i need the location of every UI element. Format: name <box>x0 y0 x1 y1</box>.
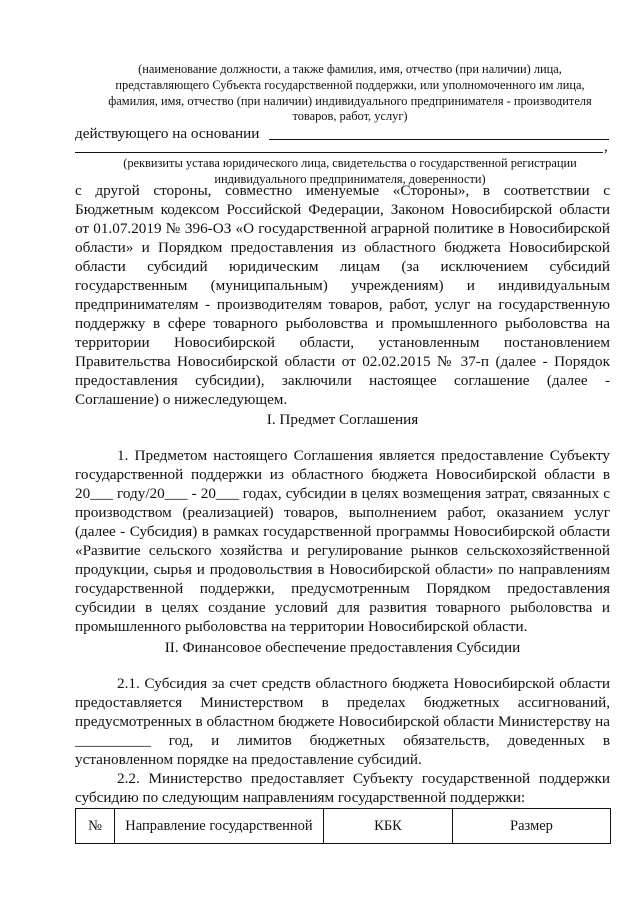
text-line: области субсидий юридическим лицам (за исключением субсидий <box>75 258 610 275</box>
note-line: фамилия, имя, отчество (при наличии) индивидуального предпринимателя - производителя <box>108 93 592 108</box>
text-line: 20___ году/20___ - 20___ годах, субсидии в целях возмещения затрат, связанных с <box>75 485 610 502</box>
text-line: установленном порядке на предоставление субсидий. <box>75 751 422 768</box>
table-header-row <box>76 809 611 844</box>
subsidy-table <box>75 808 611 844</box>
note-line: товаров, работ, услуг) <box>292 109 408 124</box>
text-line: предоставляется Министерством в пределах бюджетных ассигнований, <box>75 694 610 711</box>
line-end-comma: , <box>604 138 608 155</box>
text-line: промышленного рыболовства на территории Новосибирской области. <box>75 618 528 635</box>
note-line: представляющего Субъекта государственной поддержки, или уполномоченного им лица, <box>115 77 585 92</box>
text-line: предусмотренных в областном бюджете Новосибирской области Министерству на <box>75 713 610 730</box>
text-line: продукции, сырья и продовольствия в Новосибирской области» по направлениям <box>75 561 610 578</box>
text-line: 2.1. Субсидия за счет средств областного бюджета Новосибирской области <box>117 675 610 692</box>
col-direction-header: Направление государственной <box>115 809 324 844</box>
text-line: области» и Порядком предоставления из областного бюджета Новосибирской <box>75 239 610 256</box>
section-2-title: II. Финансовое обеспечение предоставления Субсидии <box>164 639 521 656</box>
text-line: от 01.07.2019 № 396-ОЗ «О государственной аграрной политике в Новосибирской <box>75 220 610 237</box>
text-line: 2.2. Министерство предоставляет Субъекту государственной поддержки <box>117 770 610 787</box>
text-line: поддержку в сфере товарного рыболовства и промышленного рыболовства на <box>75 315 610 332</box>
text-line: Правительства Новосибирской области от 02.02.2015 № 37-п (далее - Порядок <box>75 353 610 370</box>
text-line: Соглашение) о нижеследующем. <box>75 391 288 408</box>
note-line: индивидуального предпринимателя, доверенности) <box>214 171 486 186</box>
text-line: «Развитие сельского хозяйства и регулирование рынков сельскохозяйственной <box>75 542 610 559</box>
text-line: с другой стороны, совместно именуемые «Стороны», в соответствии с <box>75 182 610 199</box>
note-line: (реквизиты устава юридического лица, свидетельства о государственной регистрации <box>123 156 577 170</box>
text-line: Бюджетным кодексом Российской Федерации, Законом Новосибирской области <box>75 201 610 218</box>
text-line: 1. Предметом настоящего Соглашения является предоставление Субъекту <box>117 447 610 464</box>
text-line: территории Новосибирской области, установленным постановлением <box>75 334 610 351</box>
col-number-header: № <box>76 809 115 844</box>
text-line: субсидию по следующим направлениям государственной поддержки: <box>75 789 526 806</box>
text-line: государственным (муниципальным) учреждениям) и индивидуальным <box>75 277 610 294</box>
text-line: (далее - Субсидия) в рамках государственной программы Новосибирской области <box>75 523 610 540</box>
col-kbk-header: КБК <box>324 809 453 844</box>
text-line: субсидии в целях создание условий для развития товарного рыболовства и <box>75 599 610 616</box>
text-line: государственной поддержки, предусмотренным Порядком предоставления <box>75 580 610 597</box>
text-line: производством (реализацией) товаров, выполнением работ, оказанием услуг <box>75 504 610 521</box>
col-amount-header: Размер <box>453 809 611 844</box>
text-line: предоставления субсидии), заключили настоящее соглашение (далее - <box>75 372 610 389</box>
text-line: предпринимателям - производителям товаров, работ, услуг на государственную <box>75 296 610 313</box>
section-1-title: I. Предмет Соглашения <box>266 411 419 428</box>
official-name-note <box>100 62 600 125</box>
blank-line <box>75 133 603 153</box>
acting-on-basis-label: действующего на основании <box>75 125 260 142</box>
note-line: (наименование должности, а также фамилия, имя, отчество (при наличии) лица, <box>138 62 562 76</box>
text-line: государственной поддержки из областного бюджета Новосибирской области в <box>75 466 610 483</box>
text-line: __________ год, и лимитов бюджетных обязательств, доведенных в <box>75 732 610 749</box>
